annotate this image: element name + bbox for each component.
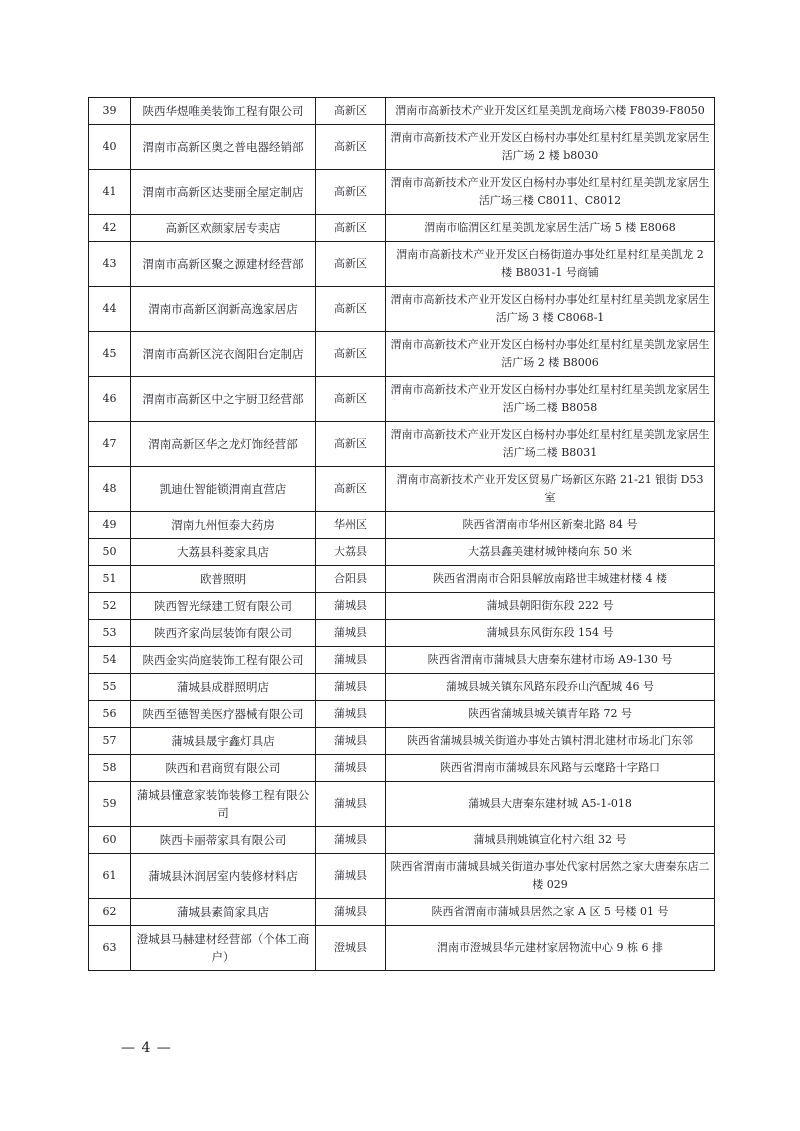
district: 蒲城县 — [316, 899, 386, 926]
address: 陕西省渭南市蒲城县大唐秦东建材市场 A9-130 号 — [386, 647, 715, 674]
table-row — [89, 467, 715, 512]
table-row — [89, 827, 715, 854]
row-number: 59 — [89, 782, 131, 827]
address: 渭南市高新技术产业开发区红星美凯龙商场六楼 F8039-F8050 — [386, 98, 715, 125]
address: 陕西省渭南市合阳县解放南路世丰城建材楼 4 楼 — [386, 566, 715, 593]
table-row — [89, 539, 715, 566]
row-number: 51 — [89, 566, 131, 593]
row-number: 40 — [89, 125, 131, 170]
district: 蒲城县 — [316, 674, 386, 701]
row-number: 41 — [89, 170, 131, 215]
address: 陕西省渭南市蒲城县城关街道办事处代家村居然之家大唐秦东店二楼 029 — [386, 854, 715, 899]
district: 蒲城县 — [316, 782, 386, 827]
district: 合阳县 — [316, 566, 386, 593]
table-row — [89, 899, 715, 926]
address: 蒲城县城关镇东风路东段乔山汽配城 46 号 — [386, 674, 715, 701]
district: 蒲城县 — [316, 728, 386, 755]
row-number: 63 — [89, 926, 131, 971]
address: 渭南市高新技术产业开发区白杨村办事处红星村红星美凯龙家居生活广场 2 楼 B8006 — [386, 332, 715, 377]
row-number: 45 — [89, 332, 131, 377]
district: 高新区 — [316, 125, 386, 170]
table-row — [89, 215, 715, 242]
business-table — [88, 97, 715, 971]
row-number: 55 — [89, 674, 131, 701]
district: 高新区 — [316, 287, 386, 332]
business-name: 高新区欢颜家居专卖店 — [131, 215, 316, 242]
table-row — [89, 620, 715, 647]
business-name: 蒲城县晟宇鑫灯具店 — [131, 728, 316, 755]
district: 蒲城县 — [316, 827, 386, 854]
business-name: 陕西卡丽蒂家具有限公司 — [131, 827, 316, 854]
business-name: 陕西智光绿建工贸有限公司 — [131, 593, 316, 620]
district: 蒲城县 — [316, 854, 386, 899]
address: 蒲城县大唐秦东建材城 A5-1-018 — [386, 782, 715, 827]
address: 陕西省蒲城县城关镇青年路 72 号 — [386, 701, 715, 728]
address: 蒲城县东风街东段 154 号 — [386, 620, 715, 647]
address: 蒲城县荆姚镇宣化村六组 32 号 — [386, 827, 715, 854]
row-number: 54 — [89, 647, 131, 674]
row-number: 58 — [89, 755, 131, 782]
row-number: 56 — [89, 701, 131, 728]
district: 高新区 — [316, 467, 386, 512]
business-name: 渭南九州恒泰大药房 — [131, 512, 316, 539]
row-number: 42 — [89, 215, 131, 242]
district: 高新区 — [316, 170, 386, 215]
business-name: 渭南市高新区润新高逸家居店 — [131, 287, 316, 332]
district: 蒲城县 — [316, 755, 386, 782]
row-number: 48 — [89, 467, 131, 512]
table-row — [89, 98, 715, 125]
row-number: 39 — [89, 98, 131, 125]
table-row — [89, 782, 715, 827]
page-number: — 4 — — [121, 1040, 172, 1056]
business-name: 渭南高新区华之龙灯饰经营部 — [131, 422, 316, 467]
address: 渭南市高新技术产业开发区白杨街道办事处红星村红星美凯龙 2 楼 B8031-1 号商铺 — [386, 242, 715, 287]
district: 高新区 — [316, 242, 386, 287]
business-name: 渭南市高新区聚之源建材经营部 — [131, 242, 316, 287]
business-name: 陕西华煜唯美装饰工程有限公司 — [131, 98, 316, 125]
address: 陕西省蒲城县城关街道办事处古镇村渭北建材市场北门东邻 — [386, 728, 715, 755]
table-row — [89, 422, 715, 467]
district: 蒲城县 — [316, 647, 386, 674]
row-number: 52 — [89, 593, 131, 620]
table-row — [89, 512, 715, 539]
business-name: 凯迪仕智能锁渭南直营店 — [131, 467, 316, 512]
address: 陕西省渭南市华州区新秦北路 84 号 — [386, 512, 715, 539]
row-number: 61 — [89, 854, 131, 899]
address: 渭南市高新技术产业开发区白杨村办事处红星村红星美凯龙家居生活广场二楼 B8031 — [386, 422, 715, 467]
row-number: 53 — [89, 620, 131, 647]
row-number: 49 — [89, 512, 131, 539]
district: 高新区 — [316, 377, 386, 422]
table-row — [89, 728, 715, 755]
district: 华州区 — [316, 512, 386, 539]
address: 蒲城县朝阳街东段 222 号 — [386, 593, 715, 620]
business-name: 渭南市高新区中之宇厨卫经营部 — [131, 377, 316, 422]
district: 蒲城县 — [316, 593, 386, 620]
business-name: 欧普照明 — [131, 566, 316, 593]
business-name: 陕西齐家尚层装饰有限公司 — [131, 620, 316, 647]
row-number: 50 — [89, 539, 131, 566]
row-number: 44 — [89, 287, 131, 332]
business-name: 陕西金实尚庭装饰工程有限公司 — [131, 647, 316, 674]
row-number: 47 — [89, 422, 131, 467]
business-name: 渭南市高新区奥之普电器经销部 — [131, 125, 316, 170]
table-row — [89, 170, 715, 215]
district: 高新区 — [316, 332, 386, 377]
row-number: 46 — [89, 377, 131, 422]
table-row — [89, 854, 715, 899]
district: 大荔县 — [316, 539, 386, 566]
table-row — [89, 701, 715, 728]
table-row — [89, 287, 715, 332]
address: 渭南市高新技术产业开发区白杨村办事处红星村红星美凯龙家居生活广场 2 楼 b8030 — [386, 125, 715, 170]
row-number: 43 — [89, 242, 131, 287]
district: 高新区 — [316, 98, 386, 125]
business-name: 渭南市高新区达斐丽全屋定制店 — [131, 170, 316, 215]
business-name: 澄城县马赫建材经营部（个体工商户） — [131, 926, 316, 971]
district: 蒲城县 — [316, 701, 386, 728]
business-name: 陕西和君商贸有限公司 — [131, 755, 316, 782]
row-number: 60 — [89, 827, 131, 854]
address: 渭南市高新技术产业开发区白杨村办事处红星村红星美凯龙家居生活广场三楼 C8011、C8012 — [386, 170, 715, 215]
business-name: 蒲城县沐润居室内装修材料店 — [131, 854, 316, 899]
table-row — [89, 647, 715, 674]
table-row — [89, 332, 715, 377]
address: 渭南市临渭区红星美凯龙家居生活广场 5 楼 E8068 — [386, 215, 715, 242]
table-row — [89, 593, 715, 620]
address: 渭南市高新技术产业开发区白杨村办事处红星村红星美凯龙家居生活广场 3 楼 C8068-1 — [386, 287, 715, 332]
address: 渭南市澄城县华元建材家居物流中心 9 栋 6 排 — [386, 926, 715, 971]
table-row — [89, 926, 715, 971]
business-name: 渭南市高新区浣衣阁阳台定制店 — [131, 332, 316, 377]
address: 渭南市高新技术产业开发区白杨村办事处红星村红星美凯龙家居生活广场二楼 B8058 — [386, 377, 715, 422]
address: 大荔县鑫美建材城钟楼向东 50 米 — [386, 539, 715, 566]
table-row — [89, 755, 715, 782]
business-name: 蒲城县素简家具店 — [131, 899, 316, 926]
table-row — [89, 125, 715, 170]
table-row — [89, 566, 715, 593]
row-number: 57 — [89, 728, 131, 755]
address: 陕西省渭南市蒲城县东风路与云麾路十字路口 — [386, 755, 715, 782]
table-row — [89, 377, 715, 422]
row-number: 62 — [89, 899, 131, 926]
address: 陕西省渭南市蒲城县居然之家 A 区 5 号楼 01 号 — [386, 899, 715, 926]
business-name: 陕西至德智美医疗器械有限公司 — [131, 701, 316, 728]
district: 高新区 — [316, 422, 386, 467]
business-name: 蒲城县成群照明店 — [131, 674, 316, 701]
table-body — [89, 98, 715, 971]
district: 蒲城县 — [316, 620, 386, 647]
district: 高新区 — [316, 215, 386, 242]
address: 渭南市高新技术产业开发区贸易广场新区东路 21-21 银街 D53 室 — [386, 467, 715, 512]
district: 澄城县 — [316, 926, 386, 971]
table-row — [89, 242, 715, 287]
business-name: 蒲城县懂意家装饰装修工程有限公司 — [131, 782, 316, 827]
table-row — [89, 674, 715, 701]
business-name: 大荔县科菱家具店 — [131, 539, 316, 566]
